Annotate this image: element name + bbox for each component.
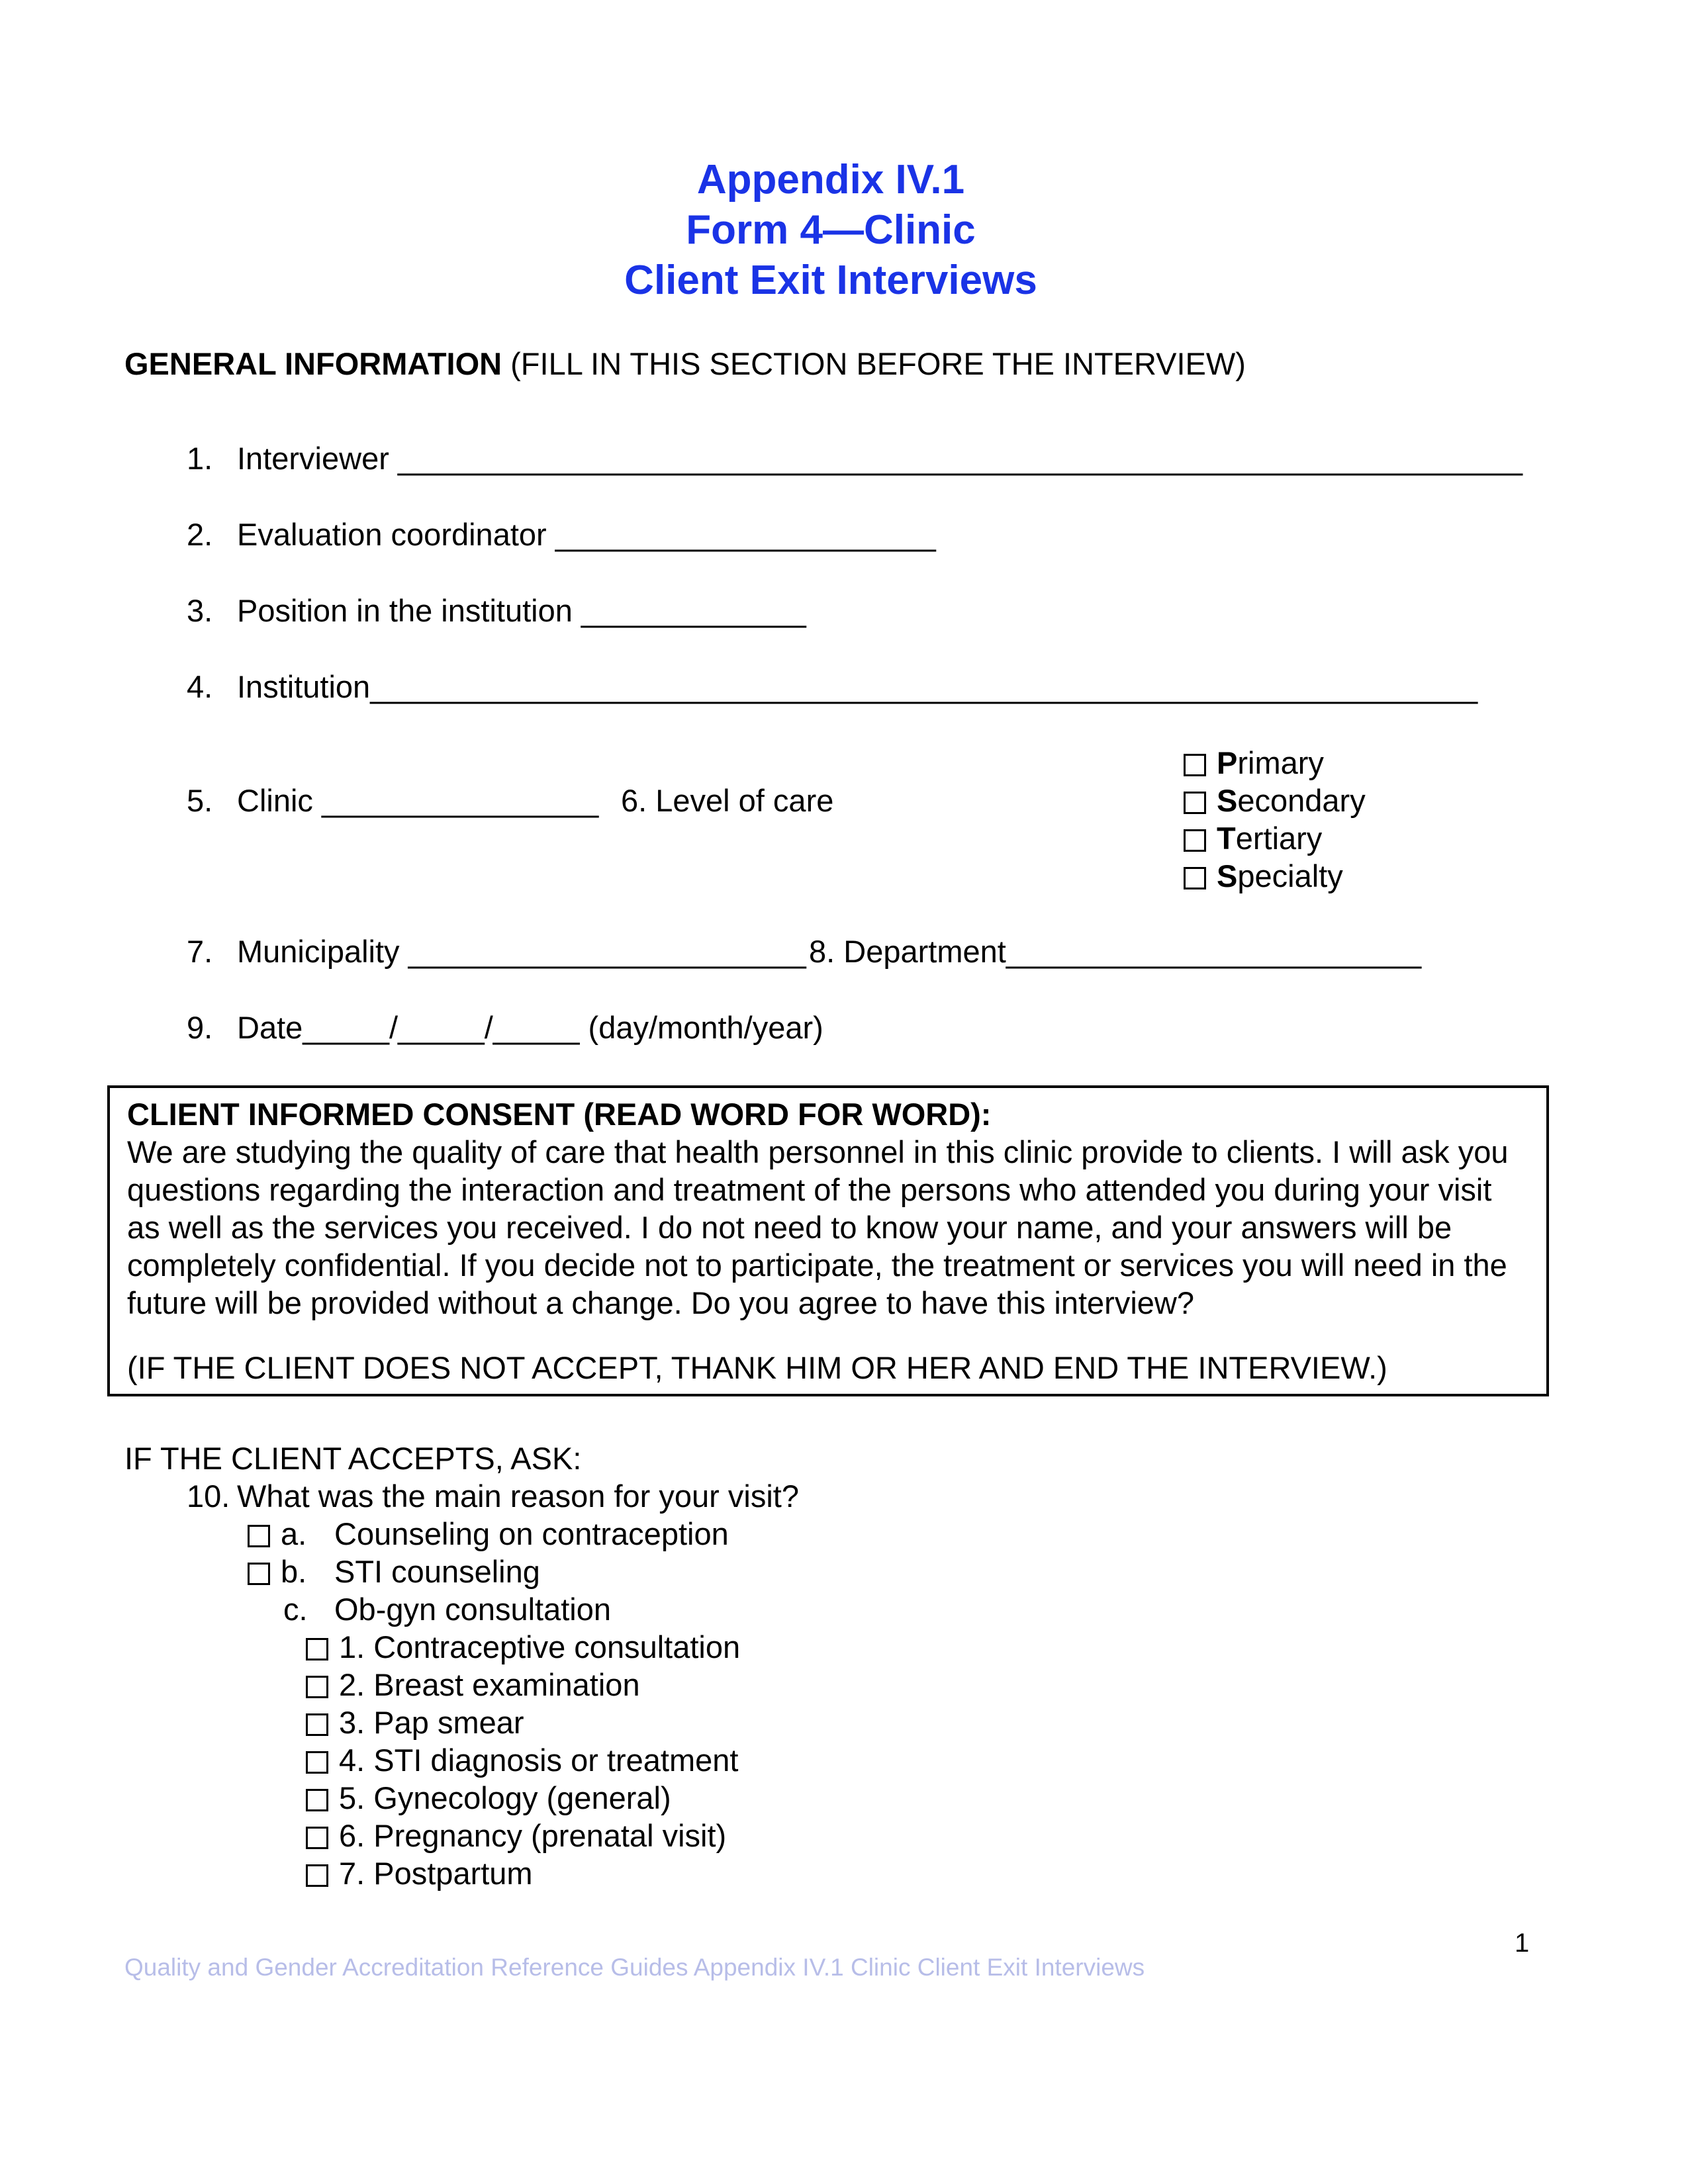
option-a-label: Counseling on contraception <box>334 1516 729 1551</box>
page-number: 1 <box>1515 1929 1530 1958</box>
sub-option-2-label: 2. Breast examination <box>339 1667 640 1702</box>
general-info-heading <box>124 345 1246 383</box>
secondary-label: econdary <box>1237 783 1366 818</box>
tertiary-checkbox[interactable] <box>1184 829 1206 852</box>
option-a[interactable] <box>248 1516 306 1553</box>
q2-number: 2. <box>187 517 213 552</box>
level-specialty-option[interactable] <box>1184 858 1343 895</box>
sub-option-4-label: 4. STI diagnosis or treatment <box>339 1743 739 1778</box>
sub-option-3-checkbox[interactable] <box>306 1713 328 1736</box>
sub-option-7[interactable] <box>306 1855 533 1892</box>
sub-option-1[interactable] <box>306 1629 740 1666</box>
q3-number: 3. <box>187 593 213 628</box>
sub-option-5-label: 5. Gynecology (general) <box>339 1780 671 1815</box>
specialty-checkbox[interactable] <box>1184 867 1206 889</box>
q5-number: 5. <box>187 783 213 818</box>
sub-option-3-label: 3. Pap smear <box>339 1705 524 1740</box>
general-info-bold: GENERAL INFORMATION <box>124 346 502 381</box>
level-secondary-option[interactable] <box>1184 782 1366 819</box>
consent-box <box>107 1085 1549 1396</box>
sub-option-4[interactable] <box>306 1742 738 1779</box>
specialty-initial: S <box>1217 858 1238 893</box>
consent-decline-note: (IF THE CLIENT DOES NOT ACCEPT, THANK HIM OR HER AND END THE INTERVIEW.) <box>127 1350 1387 1385</box>
sub-option-4-checkbox[interactable] <box>306 1751 328 1774</box>
q10-question: What was the main reason for your visit? <box>237 1479 799 1514</box>
tertiary-initial: T <box>1217 821 1236 856</box>
interviewer-label: Interviewer <box>237 441 389 476</box>
q9-number: 9. <box>187 1010 213 1045</box>
sub-option-6-checkbox[interactable] <box>306 1827 328 1849</box>
q7-number: 7. <box>187 934 213 969</box>
primary-label: rimary <box>1237 745 1324 780</box>
evaluation-coordinator-label: Evaluation coordinator <box>237 517 547 552</box>
title-appendix: Appendix IV.1 <box>696 157 965 203</box>
option-a-letter: a. <box>281 1516 307 1551</box>
consent-paragraph: We are studying the quality of care that health personnel in this clinic provide to clients. I will ask you questions regarding the interaction and treatment of the persons who attended you during your visit as well as the services you received. I do not need to know your name, and your answers will be completely confidential. If you decide not to participate, the treatment or services you will need in the future will be provided without a change. Do you agree to have this interview? <box>127 1134 1509 1320</box>
department-line[interactable]: ________________________ <box>1006 934 1422 969</box>
level-of-care-label: 6. Level of care <box>621 783 834 818</box>
general-info-instruction: (FILL IN THIS SECTION BEFORE THE INTERVIEW) <box>502 346 1246 381</box>
sub-option-5[interactable] <box>306 1780 671 1817</box>
clinic-line[interactable]: ________________ <box>321 783 599 818</box>
option-b-checkbox[interactable] <box>248 1563 270 1585</box>
secondary-initial: S <box>1217 783 1238 818</box>
sub-option-5-checkbox[interactable] <box>306 1789 328 1811</box>
sub-option-3[interactable] <box>306 1704 524 1741</box>
institution-field[interactable] <box>237 668 1477 705</box>
option-b[interactable] <box>248 1553 306 1590</box>
title-client-exit: Client Exit Interviews <box>624 257 1037 303</box>
institution-line[interactable]: ________________________________________________________________ <box>370 669 1478 704</box>
option-b-letter: b. <box>281 1554 307 1589</box>
evaluation-coordinator-line[interactable]: ______________________ <box>555 517 936 552</box>
q4-number: 4. <box>187 669 213 704</box>
option-a-checkbox[interactable] <box>248 1525 270 1547</box>
tertiary-label: ertiary <box>1235 821 1323 856</box>
position-label: Position in the institution <box>237 593 573 628</box>
q1-number: 1. <box>187 441 213 476</box>
evaluation-coordinator-field[interactable] <box>237 516 936 553</box>
level-tertiary-option[interactable] <box>1184 820 1322 857</box>
sub-option-2-checkbox[interactable] <box>306 1676 328 1698</box>
interviewer-line[interactable]: _________________________________________________________________ <box>397 441 1523 476</box>
specialty-label: pecialty <box>1237 858 1343 893</box>
sub-option-6[interactable] <box>306 1817 726 1854</box>
department-label: 8. Department <box>809 934 1006 969</box>
option-b-label: STI counseling <box>334 1554 540 1589</box>
sub-option-7-label: 7. Postpartum <box>339 1856 533 1891</box>
primary-initial: P <box>1217 745 1238 780</box>
institution-label: Institution <box>237 669 371 704</box>
sub-option-2[interactable] <box>306 1666 640 1704</box>
option-c-label: Ob-gyn consultation <box>334 1592 612 1627</box>
consent-heading: CLIENT INFORMED CONSENT (READ WORD FOR WORD): <box>127 1097 992 1132</box>
level-primary-option[interactable] <box>1184 745 1324 782</box>
sub-option-1-label: 1. Contraceptive consultation <box>339 1629 741 1664</box>
sub-option-1-checkbox[interactable] <box>306 1638 328 1661</box>
date-field[interactable]: Date_____/_____/_____ (day/month/year) <box>237 1010 823 1045</box>
sub-option-7-checkbox[interactable] <box>306 1864 328 1887</box>
municipality-field[interactable] <box>237 933 806 970</box>
q10-number: 10. <box>187 1479 230 1514</box>
department-field[interactable] <box>809 933 1421 970</box>
title-form: Form 4—Clinic <box>686 207 976 253</box>
interviewer-field[interactable] <box>237 440 1523 477</box>
accepts-intro: IF THE CLIENT ACCEPTS, ASK: <box>124 1441 582 1476</box>
sub-option-6-label: 6. Pregnancy (prenatal visit) <box>339 1818 727 1853</box>
position-field[interactable] <box>237 592 806 629</box>
primary-checkbox[interactable] <box>1184 754 1206 776</box>
clinic-label: Clinic <box>237 783 313 818</box>
option-c-letter: c. <box>283 1592 308 1627</box>
municipality-label: Municipality <box>237 934 400 969</box>
position-line[interactable]: _____________ <box>581 593 806 628</box>
footer-text: Quality and Gender Accreditation Reference Guides Appendix IV.1 Clinic Client Exit Interviews <box>124 1954 1145 1981</box>
clinic-field[interactable] <box>237 782 598 819</box>
municipality-line[interactable]: _______________________ <box>408 934 806 969</box>
secondary-checkbox[interactable] <box>1184 792 1206 814</box>
